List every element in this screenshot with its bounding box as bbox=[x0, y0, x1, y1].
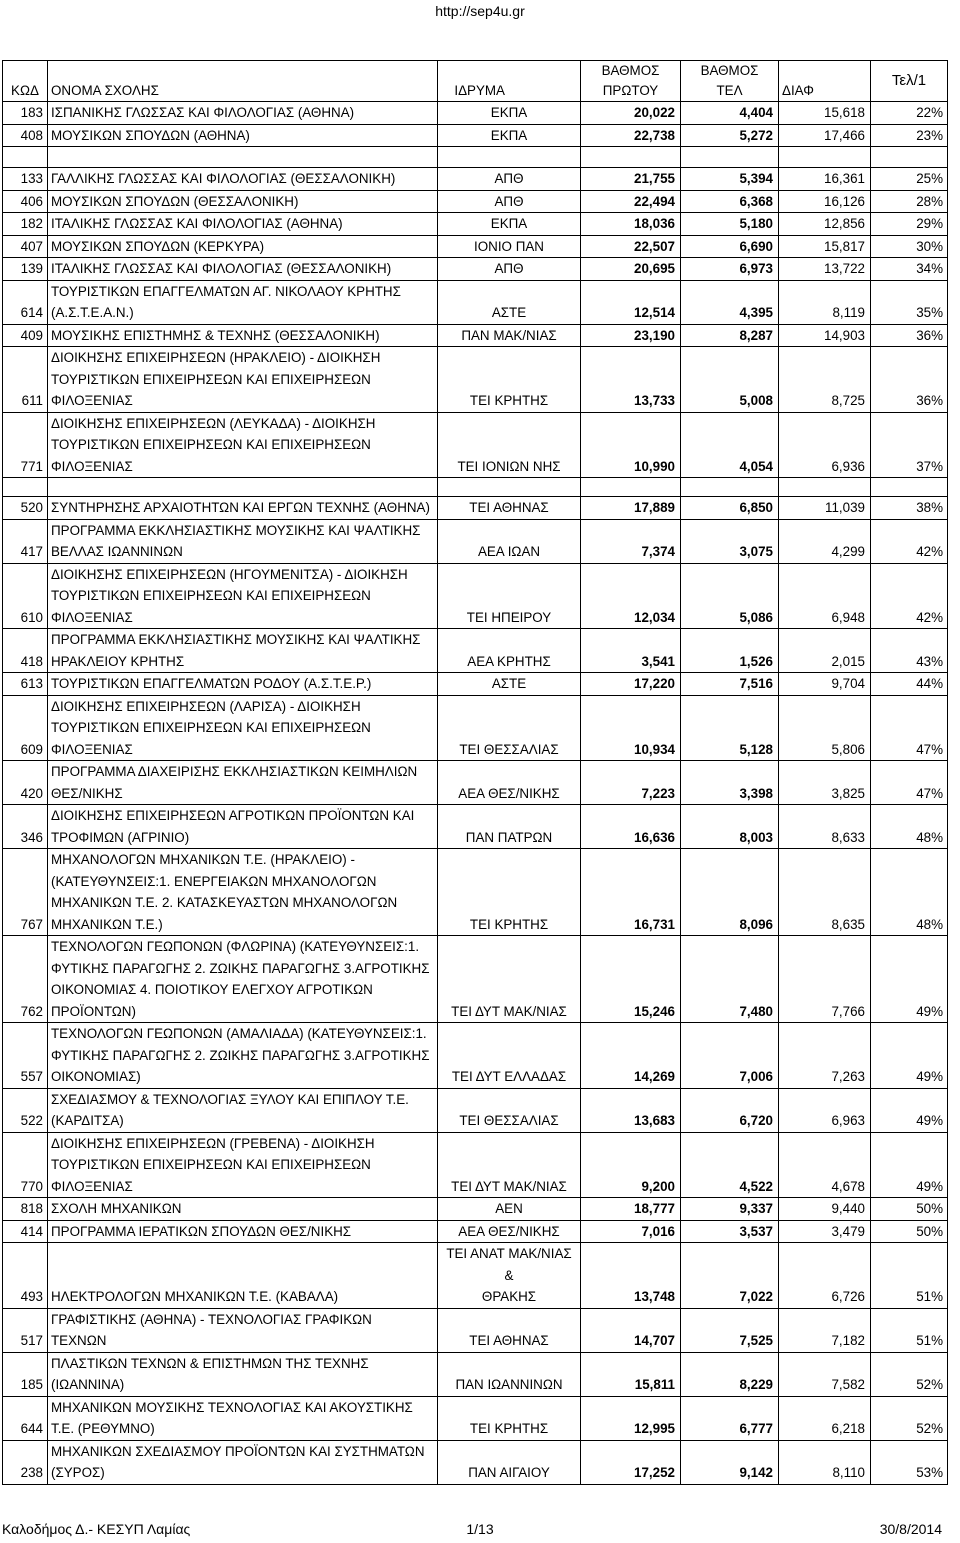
row-last-score: 7,525 bbox=[681, 1308, 779, 1352]
spacer-cell bbox=[779, 478, 871, 497]
row-institution: ΑΕΑ ΙΩΑΝ bbox=[438, 519, 581, 563]
row-ratio: 22% bbox=[871, 102, 948, 125]
row-difference: 9,440 bbox=[779, 1198, 871, 1221]
row-school-name: ΤΕΧΝΟΛΟΓΩΝ ΓΕΩΠΟΝΩΝ (ΦΛΩΡΙΝΑ) (ΚΑΤΕΥΘΥΝΣΕΙΣ:1. ΦΥΤΙΚΗΣ ΠΑΡΑΓΩΓΗΣ 2. ΖΩΙΚΗΣ ΠΑΡΑΓΩΓΗΣ 3.ΑΓΡΟΤΙΚΗΣ ΟΙΚΟΝΟΜΙΑΣ 4. ΠΟΙΟΤΙΚΟΥ ΕΛΕΓΧΟΥ ΑΓΡΟΤΙΚΩΝ ΠΡΟΪΟΝΤΩΝ) bbox=[48, 936, 438, 1023]
row-last-score: 6,368 bbox=[681, 190, 779, 213]
row-school-name: ΠΡΟΓΡΑΜΜΑ ΔΙΑΧΕΙΡΙΣΗΣ ΕΚΚΛΗΣΙΑΣΤΙΚΩΝ ΚΕΙΜΗΛΙΩΝ ΘΕΣ/ΝΙΚΗΣ bbox=[48, 761, 438, 805]
table-row bbox=[3, 1396, 948, 1440]
row-institution: ΑΣΤΕ bbox=[438, 673, 581, 696]
row-code: 767 bbox=[3, 849, 48, 936]
table-body bbox=[3, 102, 948, 1485]
row-ratio: 30% bbox=[871, 235, 948, 258]
row-first-score: 22,494 bbox=[581, 190, 681, 213]
spacer-cell bbox=[3, 478, 48, 497]
spacer-cell bbox=[581, 478, 681, 497]
footer-date: 30/8/2014 bbox=[879, 1521, 942, 1537]
row-difference: 6,218 bbox=[779, 1396, 871, 1440]
row-code: 139 bbox=[3, 258, 48, 281]
table-row bbox=[3, 805, 948, 849]
row-difference: 6,726 bbox=[779, 1243, 871, 1309]
row-institution: ΕΚΠΑ bbox=[438, 102, 581, 125]
row-ratio: 42% bbox=[871, 563, 948, 629]
row-ratio: 42% bbox=[871, 519, 948, 563]
header-institution: ΙΔΡΥΜΑ bbox=[438, 61, 581, 102]
row-institution: ΤΕΙ ΑΘΗΝΑΣ bbox=[438, 1308, 581, 1352]
page-url: http://sep4u.gr bbox=[435, 3, 525, 19]
row-institution: ΤΕΙ ΘΕΣΣΑΛΙΑΣ bbox=[438, 695, 581, 761]
row-difference: 7,263 bbox=[779, 1023, 871, 1089]
row-institution: ΕΚΠΑ bbox=[438, 213, 581, 236]
row-difference: 16,126 bbox=[779, 190, 871, 213]
row-school-name: ΗΛΕΚΤΡΟΛΟΓΩΝ ΜΗΧΑΝΙΚΩΝ Τ.Ε. (ΚΑΒΑΛΑ) bbox=[48, 1243, 438, 1309]
table-row bbox=[3, 1220, 948, 1243]
row-first-score: 13,733 bbox=[581, 347, 681, 413]
row-school-name: ΠΡΟΓΡΑΜΜΑ ΙΕΡΑΤΙΚΩΝ ΣΠΟΥΔΩΝ ΘΕΣ/ΝΙΚΗΣ bbox=[48, 1220, 438, 1243]
row-first-score: 9,200 bbox=[581, 1132, 681, 1198]
row-institution: ΤΕΙ ΚΡΗΤΗΣ bbox=[438, 347, 581, 413]
row-difference: 13,722 bbox=[779, 258, 871, 281]
row-ratio: 49% bbox=[871, 1088, 948, 1132]
row-code: 611 bbox=[3, 347, 48, 413]
row-last-score: 7,006 bbox=[681, 1023, 779, 1089]
table-row bbox=[3, 213, 948, 236]
row-institution: ΑΕΑ ΚΡΗΤΗΣ bbox=[438, 629, 581, 673]
table-row bbox=[3, 936, 948, 1023]
row-ratio: 37% bbox=[871, 412, 948, 478]
row-school-name: ΠΡΟΓΡΑΜΜΑ ΕΚΚΛΗΣΙΑΣΤΙΚΗΣ ΜΟΥΣΙΚΗΣ ΚΑΙ ΨΑΛΤΙΚΗΣ ΒΕΛΛΑΣ ΙΩΑΝΝΙΝΩΝ bbox=[48, 519, 438, 563]
row-institution: ΤΕΙ ΙΟΝΙΩΝ ΝΗΣ bbox=[438, 412, 581, 478]
row-first-score: 7,374 bbox=[581, 519, 681, 563]
row-first-score: 12,995 bbox=[581, 1396, 681, 1440]
row-first-score: 23,190 bbox=[581, 324, 681, 347]
spacer-row bbox=[3, 147, 948, 168]
row-code: 408 bbox=[3, 124, 48, 147]
row-institution: ΠΑΝ ΙΩΑΝΝΙΝΩΝ bbox=[438, 1352, 581, 1396]
table-header-row bbox=[3, 61, 948, 102]
row-school-name: ΣΧΕΔΙΑΣΜΟΥ & ΤΕΧΝΟΛΟΓΙΑΣ ΞΥΛΟΥ ΚΑΙ ΕΠΙΠΛΟΥ Τ.Ε. (ΚΑΡΔΙΤΣΑ) bbox=[48, 1088, 438, 1132]
row-difference: 8,635 bbox=[779, 849, 871, 936]
row-last-score: 5,394 bbox=[681, 168, 779, 191]
table-row bbox=[3, 1243, 948, 1309]
header-name: ΟΝΟΜΑ ΣΧΟΛΗΣ bbox=[48, 61, 438, 102]
spacer-cell bbox=[48, 147, 438, 168]
row-difference: 7,182 bbox=[779, 1308, 871, 1352]
row-school-name: ΔΙΟΙΚΗΣΗΣ ΕΠΙΧΕΙΡΗΣΕΩΝ (ΛΑΡΙΣΑ) - ΔΙΟΙΚΗΣΗ ΤΟΥΡΙΣΤΙΚΩΝ ΕΠΙΧΕΙΡΗΣΕΩΝ ΚΑΙ ΕΠΙΧΕΙΡΗΣΕΩΝ ΦΙΛΟΞΕΝΙΑΣ bbox=[48, 695, 438, 761]
row-school-name: ΙΤΑΛΙΚΗΣ ΓΛΩΣΣΑΣ ΚΑΙ ΦΙΛΟΛΟΓΙΑΣ (ΑΘΗΝΑ) bbox=[48, 213, 438, 236]
row-school-name: ΜΟΥΣΙΚΩΝ ΣΠΟΥΔΩΝ (ΘΕΣΣΑΛΟΝΙΚΗ) bbox=[48, 190, 438, 213]
row-code: 644 bbox=[3, 1396, 48, 1440]
row-difference: 6,963 bbox=[779, 1088, 871, 1132]
row-first-score: 17,252 bbox=[581, 1440, 681, 1484]
row-ratio: 36% bbox=[871, 347, 948, 413]
row-institution: ΑΕΝ bbox=[438, 1198, 581, 1221]
row-difference: 15,618 bbox=[779, 102, 871, 125]
row-school-name: ΙΣΠΑΝΙΚΗΣ ΓΛΩΣΣΑΣ ΚΑΙ ΦΙΛΟΛΟΓΙΑΣ (ΑΘΗΝΑ) bbox=[48, 102, 438, 125]
row-school-name: ΤΕΧΝΟΛΟΓΩΝ ΓΕΩΠΟΝΩΝ (ΑΜΑΛΙΑΔΑ) (ΚΑΤΕΥΘΥΝΣΕΙΣ:1. ΦΥΤΙΚΗΣ ΠΑΡΑΓΩΓΗΣ 2. ΖΩΙΚΗΣ ΠΑΡΑΓΩΓΗΣ 3.ΑΓΡΟΤΙΚΗΣ ΟΙΚΟΝΟΜΙΑΣ) bbox=[48, 1023, 438, 1089]
spacer-cell bbox=[3, 147, 48, 168]
row-first-score: 13,683 bbox=[581, 1088, 681, 1132]
row-institution: ΤΕΙ ΚΡΗΤΗΣ bbox=[438, 849, 581, 936]
row-school-name: ΣΥΝΤΗΡΗΣΗΣ ΑΡΧΑΙΟΤΗΤΩΝ ΚΑΙ ΕΡΓΩΝ ΤΕΧΝΗΣ (ΑΘΗΝΑ) bbox=[48, 497, 438, 520]
row-last-score: 4,404 bbox=[681, 102, 779, 125]
row-school-name: ΔΙΟΙΚΗΣΗΣ ΕΠΙΧΕΙΡΗΣΕΩΝ (ΓΡΕΒΕΝΑ) - ΔΙΟΙΚΗΣΗ ΤΟΥΡΙΣΤΙΚΩΝ ΕΠΙΧΕΙΡΗΣΕΩΝ ΚΑΙ ΕΠΙΧΕΙΡΗΣΕΩΝ ΦΙΛΟΞΕΝΙΑΣ bbox=[48, 1132, 438, 1198]
row-last-score: 5,086 bbox=[681, 563, 779, 629]
row-first-score: 10,934 bbox=[581, 695, 681, 761]
row-school-name: ΓΑΛΛΙΚΗΣ ΓΛΩΣΣΑΣ ΚΑΙ ΦΙΛΟΛΟΓΙΑΣ (ΘΕΣΣΑΛΟΝΙΚΗ) bbox=[48, 168, 438, 191]
row-code: 133 bbox=[3, 168, 48, 191]
row-code: 613 bbox=[3, 673, 48, 696]
row-school-name: ΣΧΟΛΗ ΜΗΧΑΝΙΚΩΝ bbox=[48, 1198, 438, 1221]
row-first-score: 13,748 bbox=[581, 1243, 681, 1309]
table-row bbox=[3, 695, 948, 761]
row-ratio: 38% bbox=[871, 497, 948, 520]
row-last-score: 7,516 bbox=[681, 673, 779, 696]
row-code: 407 bbox=[3, 235, 48, 258]
header-difference: ΔΙΑΦ bbox=[779, 61, 871, 102]
row-last-score: 5,272 bbox=[681, 124, 779, 147]
row-school-name: ΓΡΑΦΙΣΤΙΚΗΣ (ΑΘΗΝΑ) - ΤΕΧΝΟΛΟΓΙΑΣ ΓΡΑΦΙΚΩΝ ΤΕΧΝΩΝ bbox=[48, 1308, 438, 1352]
row-first-score: 15,246 bbox=[581, 936, 681, 1023]
spacer-cell bbox=[438, 478, 581, 497]
row-institution: ΠΑΝ ΜΑΚ/ΝΙΑΣ bbox=[438, 324, 581, 347]
table-row bbox=[3, 235, 948, 258]
row-school-name: ΠΡΟΓΡΑΜΜΑ ΕΚΚΛΗΣΙΑΣΤΙΚΗΣ ΜΟΥΣΙΚΗΣ ΚΑΙ ΨΑΛΤΙΚΗΣ ΗΡΑΚΛΕΙΟΥ ΚΡΗΤΗΣ bbox=[48, 629, 438, 673]
row-ratio: 35% bbox=[871, 280, 948, 324]
header-last-score: ΒΑΘΜΟΣ ΤΕΛ bbox=[681, 61, 779, 102]
row-difference: 17,466 bbox=[779, 124, 871, 147]
row-school-name: ΤΟΥΡΙΣΤΙΚΩΝ ΕΠΑΓΓΕΛΜΑΤΩΝ ΑΓ. ΝΙΚΟΛΑΟΥ ΚΡΗΤΗΣ (Α.Σ.Τ.Ε.Α.Ν.) bbox=[48, 280, 438, 324]
row-last-score: 8,003 bbox=[681, 805, 779, 849]
row-ratio: 48% bbox=[871, 805, 948, 849]
row-ratio: 47% bbox=[871, 761, 948, 805]
row-last-score: 7,022 bbox=[681, 1243, 779, 1309]
row-school-name: ΙΤΑΛΙΚΗΣ ΓΛΩΣΣΑΣ ΚΑΙ ΦΙΛΟΛΟΓΙΑΣ (ΘΕΣΣΑΛΟΝΙΚΗ) bbox=[48, 258, 438, 281]
row-last-score: 5,008 bbox=[681, 347, 779, 413]
table-row bbox=[3, 258, 948, 281]
row-difference: 16,361 bbox=[779, 168, 871, 191]
row-first-score: 20,022 bbox=[581, 102, 681, 125]
row-school-name: ΠΛΑΣΤΙΚΩΝ ΤΕΧΝΩΝ & ΕΠΙΣΤΗΜΩΝ ΤΗΣ ΤΕΧΝΗΣ (ΙΩΑΝΝΙΝΑ) bbox=[48, 1352, 438, 1396]
row-ratio: 28% bbox=[871, 190, 948, 213]
row-difference: 8,725 bbox=[779, 347, 871, 413]
row-first-score: 21,755 bbox=[581, 168, 681, 191]
row-last-score: 9,337 bbox=[681, 1198, 779, 1221]
row-difference: 5,806 bbox=[779, 695, 871, 761]
table-row bbox=[3, 190, 948, 213]
row-ratio: 36% bbox=[871, 324, 948, 347]
table-row bbox=[3, 168, 948, 191]
row-school-name: ΔΙΟΙΚΗΣΗΣ ΕΠΙΧΕΙΡΗΣΕΩΝ (ΗΡΑΚΛΕΙΟ) - ΔΙΟΙΚΗΣΗ ΤΟΥΡΙΣΤΙΚΩΝ ΕΠΙΧΕΙΡΗΣΕΩΝ ΚΑΙ ΕΠΙΧΕΙΡΗΣΕΩΝ ΦΙΛΟΞΕΝΙΑΣ bbox=[48, 347, 438, 413]
row-code: 414 bbox=[3, 1220, 48, 1243]
table-row bbox=[3, 1198, 948, 1221]
row-institution: ΤΕΙ ΑΘΗΝΑΣ bbox=[438, 497, 581, 520]
row-difference: 8,119 bbox=[779, 280, 871, 324]
table-row bbox=[3, 280, 948, 324]
row-first-score: 10,990 bbox=[581, 412, 681, 478]
row-last-score: 7,480 bbox=[681, 936, 779, 1023]
table-row bbox=[3, 563, 948, 629]
row-institution: ΤΕΙ ΚΡΗΤΗΣ bbox=[438, 1396, 581, 1440]
row-institution: ΤΕΙ ΘΕΣΣΑΛΙΑΣ bbox=[438, 1088, 581, 1132]
row-institution: ΙΟΝΙΟ ΠΑΝ bbox=[438, 235, 581, 258]
table-row bbox=[3, 102, 948, 125]
spacer-cell bbox=[438, 147, 581, 168]
row-school-name: ΔΙΟΙΚΗΣΗΣ ΕΠΙΧΕΙΡΗΣΕΩΝ (ΛΕΥΚΑΔΑ) - ΔΙΟΙΚΗΣΗ ΤΟΥΡΙΣΤΙΚΩΝ ΕΠΙΧΕΙΡΗΣΕΩΝ ΚΑΙ ΕΠΙΧΕΙΡΗΣΕΩΝ ΦΙΛΟΞΕΝΙΑΣ bbox=[48, 412, 438, 478]
row-code: 238 bbox=[3, 1440, 48, 1484]
row-first-score: 12,034 bbox=[581, 563, 681, 629]
row-institution: ΑΠΘ bbox=[438, 168, 581, 191]
row-difference: 8,633 bbox=[779, 805, 871, 849]
spacer-cell bbox=[779, 147, 871, 168]
row-last-score: 3,398 bbox=[681, 761, 779, 805]
row-institution: ΤΕΙ ΗΠΕΙΡΟΥ bbox=[438, 563, 581, 629]
row-last-score: 8,096 bbox=[681, 849, 779, 936]
row-code: 610 bbox=[3, 563, 48, 629]
row-school-name: ΔΙΟΙΚΗΣΗΣ ΕΠΙΧΕΙΡΗΣΕΩΝ ΑΓΡΟΤΙΚΩΝ ΠΡΟΪΟΝΤΩΝ ΚΑΙ ΤΡΟΦΙΜΩΝ (ΑΓΡΙΝΙΟ) bbox=[48, 805, 438, 849]
row-code: 183 bbox=[3, 102, 48, 125]
row-last-score: 4,395 bbox=[681, 280, 779, 324]
row-difference: 9,704 bbox=[779, 673, 871, 696]
row-last-score: 6,720 bbox=[681, 1088, 779, 1132]
row-ratio: 29% bbox=[871, 213, 948, 236]
row-difference: 4,678 bbox=[779, 1132, 871, 1198]
row-first-score: 12,514 bbox=[581, 280, 681, 324]
spacer-cell bbox=[871, 147, 948, 168]
row-first-score: 7,223 bbox=[581, 761, 681, 805]
row-first-score: 22,507 bbox=[581, 235, 681, 258]
row-first-score: 16,636 bbox=[581, 805, 681, 849]
spacer-cell bbox=[681, 147, 779, 168]
row-code: 557 bbox=[3, 1023, 48, 1089]
row-last-score: 4,054 bbox=[681, 412, 779, 478]
table-row bbox=[3, 497, 948, 520]
row-code: 182 bbox=[3, 213, 48, 236]
row-institution: ΠΑΝ ΑΙΓΑΙΟΥ bbox=[438, 1440, 581, 1484]
row-first-score: 16,731 bbox=[581, 849, 681, 936]
row-difference: 3,825 bbox=[779, 761, 871, 805]
row-ratio: 43% bbox=[871, 629, 948, 673]
table-row bbox=[3, 412, 948, 478]
row-difference: 3,479 bbox=[779, 1220, 871, 1243]
row-code: 409 bbox=[3, 324, 48, 347]
row-difference: 2,015 bbox=[779, 629, 871, 673]
row-first-score: 18,777 bbox=[581, 1198, 681, 1221]
spacer-row bbox=[3, 478, 948, 497]
table-row bbox=[3, 849, 948, 936]
row-institution: ΑΠΘ bbox=[438, 258, 581, 281]
row-institution: ΤΕΙ ΔΥΤ ΜΑΚ/ΝΙΑΣ bbox=[438, 936, 581, 1023]
row-school-name: ΜΗΧΑΝΙΚΩΝ ΜΟΥΣΙΚΗΣ ΤΕΧΝΟΛΟΓΙΑΣ ΚΑΙ ΑΚΟΥΣΤΙΚΗΣ Τ.Ε. (ΡΕΘΥΜΝΟ) bbox=[48, 1396, 438, 1440]
footer-author: Καλοδήμος Δ.- ΚΕΣΥΠ Λαμίας bbox=[2, 1521, 191, 1537]
row-first-score: 17,220 bbox=[581, 673, 681, 696]
row-last-score: 6,850 bbox=[681, 497, 779, 520]
row-last-score: 8,229 bbox=[681, 1352, 779, 1396]
row-first-score: 7,016 bbox=[581, 1220, 681, 1243]
spacer-cell bbox=[581, 147, 681, 168]
row-school-name: ΤΟΥΡΙΣΤΙΚΩΝ ΕΠΑΓΓΕΛΜΑΤΩΝ ΡΟΔΟΥ (Α.Σ.Τ.Ε.Ρ.) bbox=[48, 673, 438, 696]
header-ratio: Τελ/1 bbox=[871, 61, 948, 102]
row-code: 406 bbox=[3, 190, 48, 213]
row-difference: 6,936 bbox=[779, 412, 871, 478]
row-school-name: ΜΗΧΑΝΙΚΩΝ ΣΧΕΔΙΑΣΜΟΥ ΠΡΟΪΟΝΤΩΝ ΚΑΙ ΣΥΣΤΗΜΑΤΩΝ (ΣΥΡΟΣ) bbox=[48, 1440, 438, 1484]
spacer-cell bbox=[871, 478, 948, 497]
row-difference: 7,582 bbox=[779, 1352, 871, 1396]
row-last-score: 8,287 bbox=[681, 324, 779, 347]
table-row bbox=[3, 1132, 948, 1198]
row-difference: 12,856 bbox=[779, 213, 871, 236]
row-code: 185 bbox=[3, 1352, 48, 1396]
row-ratio: 23% bbox=[871, 124, 948, 147]
row-difference: 6,948 bbox=[779, 563, 871, 629]
table-row bbox=[3, 1352, 948, 1396]
table-row bbox=[3, 1023, 948, 1089]
row-last-score: 6,777 bbox=[681, 1396, 779, 1440]
table-row bbox=[3, 673, 948, 696]
row-last-score: 3,075 bbox=[681, 519, 779, 563]
table-row bbox=[3, 629, 948, 673]
table-row bbox=[3, 761, 948, 805]
row-code: 517 bbox=[3, 1308, 48, 1352]
row-institution: ΑΕΑ ΘΕΣ/ΝΙΚΗΣ bbox=[438, 1220, 581, 1243]
row-ratio: 44% bbox=[871, 673, 948, 696]
table-row bbox=[3, 324, 948, 347]
row-code: 418 bbox=[3, 629, 48, 673]
row-ratio: 50% bbox=[871, 1220, 948, 1243]
row-last-score: 4,522 bbox=[681, 1132, 779, 1198]
admissions-table bbox=[2, 60, 948, 1485]
row-first-score: 14,707 bbox=[581, 1308, 681, 1352]
row-last-score: 9,142 bbox=[681, 1440, 779, 1484]
row-first-score: 22,738 bbox=[581, 124, 681, 147]
row-code: 493 bbox=[3, 1243, 48, 1309]
row-code: 770 bbox=[3, 1132, 48, 1198]
row-difference: 15,817 bbox=[779, 235, 871, 258]
row-ratio: 49% bbox=[871, 1132, 948, 1198]
row-ratio: 52% bbox=[871, 1396, 948, 1440]
row-ratio: 49% bbox=[871, 1023, 948, 1089]
row-school-name: ΔΙΟΙΚΗΣΗΣ ΕΠΙΧΕΙΡΗΣΕΩΝ (ΗΓΟΥΜΕΝΙΤΣΑ) - ΔΙΟΙΚΗΣΗ ΤΟΥΡΙΣΤΙΚΩΝ ΕΠΙΧΕΙΡΗΣΕΩΝ ΚΑΙ ΕΠΙΧΕΙΡΗΣΕΩΝ ΦΙΛΟΞΕΝΙΑΣ bbox=[48, 563, 438, 629]
row-code: 417 bbox=[3, 519, 48, 563]
row-code: 762 bbox=[3, 936, 48, 1023]
table-row bbox=[3, 1308, 948, 1352]
row-institution: ΠΑΝ ΠΑΤΡΩΝ bbox=[438, 805, 581, 849]
table-row bbox=[3, 519, 948, 563]
table-row bbox=[3, 347, 948, 413]
row-code: 346 bbox=[3, 805, 48, 849]
row-institution: ΑΣΤΕ bbox=[438, 280, 581, 324]
row-first-score: 15,811 bbox=[581, 1352, 681, 1396]
table-row bbox=[3, 124, 948, 147]
row-ratio: 53% bbox=[871, 1440, 948, 1484]
row-ratio: 50% bbox=[871, 1198, 948, 1221]
row-code: 818 bbox=[3, 1198, 48, 1221]
row-ratio: 25% bbox=[871, 168, 948, 191]
row-difference: 4,299 bbox=[779, 519, 871, 563]
row-last-score: 6,973 bbox=[681, 258, 779, 281]
spacer-cell bbox=[48, 478, 438, 497]
row-institution: ΕΚΠΑ bbox=[438, 124, 581, 147]
row-code: 609 bbox=[3, 695, 48, 761]
header-first-score: ΒΑΘΜΟΣ ΠΡΩΤΟΥ bbox=[581, 61, 681, 102]
footer-page-number: 1/13 bbox=[466, 1521, 494, 1537]
row-first-score: 20,695 bbox=[581, 258, 681, 281]
row-ratio: 47% bbox=[871, 695, 948, 761]
row-school-name: ΜΟΥΣΙΚΩΝ ΣΠΟΥΔΩΝ (ΑΘΗΝΑ) bbox=[48, 124, 438, 147]
row-last-score: 5,128 bbox=[681, 695, 779, 761]
row-last-score: 5,180 bbox=[681, 213, 779, 236]
row-ratio: 34% bbox=[871, 258, 948, 281]
row-last-score: 3,537 bbox=[681, 1220, 779, 1243]
row-institution: ΤΕΙ ΔΥΤ ΜΑΚ/ΝΙΑΣ bbox=[438, 1132, 581, 1198]
row-first-score: 14,269 bbox=[581, 1023, 681, 1089]
row-school-name: ΜΗΧΑΝΟΛΟΓΩΝ ΜΗΧΑΝΙΚΩΝ Τ.Ε. (ΗΡΑΚΛΕΙΟ) - (ΚΑΤΕΥΘΥΝΣΕΙΣ:1. ΕΝΕΡΓΕΙΑΚΩΝ ΜΗΧΑΝΟΛΟΓΩΝ ΜΗΧΑΝΙΚΩΝ Τ.Ε. 2. ΚΑΤΑΣΚΕΥΑΣΤΩΝ ΜΗΧΑΝΟΛΟΓΩΝ ΜΗΧΑΝΙΚΩΝ Τ.Ε.) bbox=[48, 849, 438, 936]
row-school-name: ΜΟΥΣΙΚΗΣ ΕΠΙΣΤΗΜΗΣ & ΤΕΧΝΗΣ (ΘΕΣΣΑΛΟΝΙΚΗ) bbox=[48, 324, 438, 347]
row-institution: ΑΠΘ bbox=[438, 190, 581, 213]
row-ratio: 48% bbox=[871, 849, 948, 936]
row-difference: 7,766 bbox=[779, 936, 871, 1023]
row-difference: 14,903 bbox=[779, 324, 871, 347]
row-last-score: 1,526 bbox=[681, 629, 779, 673]
row-code: 420 bbox=[3, 761, 48, 805]
row-difference: 8,110 bbox=[779, 1440, 871, 1484]
row-institution: ΤΕΙ ΑΝΑΤ ΜΑΚ/ΝΙΑΣ & ΘΡΑΚΗΣ bbox=[438, 1243, 581, 1309]
header-code: ΚΩΔ bbox=[3, 61, 48, 102]
row-ratio: 51% bbox=[871, 1308, 948, 1352]
row-first-score: 17,889 bbox=[581, 497, 681, 520]
row-last-score: 6,690 bbox=[681, 235, 779, 258]
row-code: 771 bbox=[3, 412, 48, 478]
row-code: 522 bbox=[3, 1088, 48, 1132]
row-first-score: 18,036 bbox=[581, 213, 681, 236]
row-ratio: 49% bbox=[871, 936, 948, 1023]
row-ratio: 51% bbox=[871, 1243, 948, 1309]
row-ratio: 52% bbox=[871, 1352, 948, 1396]
row-first-score: 3,541 bbox=[581, 629, 681, 673]
row-institution: ΤΕΙ ΔΥΤ ΕΛΛΑΔΑΣ bbox=[438, 1023, 581, 1089]
row-code: 614 bbox=[3, 280, 48, 324]
table-row bbox=[3, 1440, 948, 1484]
table-row bbox=[3, 1088, 948, 1132]
row-difference: 11,039 bbox=[779, 497, 871, 520]
row-school-name: ΜΟΥΣΙΚΩΝ ΣΠΟΥΔΩΝ (ΚΕΡΚΥΡΑ) bbox=[48, 235, 438, 258]
row-code: 520 bbox=[3, 497, 48, 520]
row-institution: ΑΕΑ ΘΕΣ/ΝΙΚΗΣ bbox=[438, 761, 581, 805]
spacer-cell bbox=[681, 478, 779, 497]
